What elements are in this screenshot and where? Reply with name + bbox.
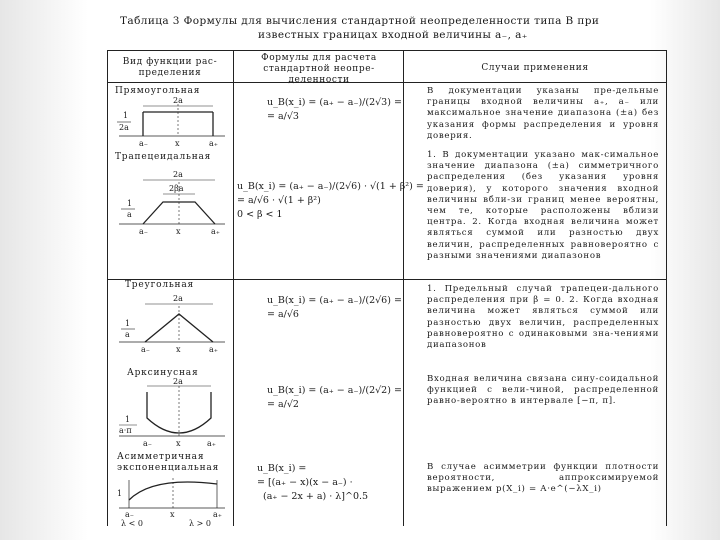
arc-label-2a: 2a bbox=[173, 377, 183, 386]
formula-arcsine: u_B(x_i) = (a₊ − a₋)/(2√2) = = a/√2 bbox=[267, 385, 402, 410]
usage-rectangular: В документации указаны пре-дельные границы входной величины a₊, a₋ или максимальное значение диапазона (±a) без указания формы распределения и уровня доверия. bbox=[427, 86, 659, 141]
rect-label-den: 2a bbox=[119, 123, 129, 132]
trap-label-den: a bbox=[127, 210, 132, 219]
formula-trapezoidal: u_B(x_i) = (a₊ − a₋)/(2√6) · √(1 + β²) = = a/√6 · √(1 + β²) 0 < β < 1 bbox=[237, 181, 424, 220]
table-caption bbox=[120, 14, 640, 42]
rect-label-2a: 2a bbox=[173, 96, 183, 105]
exp-label-x: x bbox=[170, 510, 175, 519]
arc-label-1: 1 bbox=[125, 415, 131, 424]
table-left-border bbox=[107, 50, 108, 526]
table-right-border bbox=[666, 50, 667, 526]
tri-label-a-plus: a₊ bbox=[209, 345, 218, 354]
title-trapezoidal: Трапецеидальная bbox=[115, 152, 212, 162]
tri-label-1: 1 bbox=[125, 319, 131, 328]
arc-label-a-plus: a₊ bbox=[207, 439, 216, 448]
caption-line-1: Таблица 3 Формулы для вычисления стандартной неопределенности типа B при bbox=[120, 15, 600, 27]
formula-table bbox=[107, 50, 667, 526]
rect-label-x: x bbox=[175, 139, 180, 148]
header-applications: Случаи применения bbox=[481, 63, 589, 73]
table-top-border bbox=[107, 50, 667, 51]
trap-label-a-minus: a₋ bbox=[139, 227, 148, 236]
caption-line-2: известных границах входной величины a₋, a₊ bbox=[258, 29, 528, 41]
header-distribution-type: Вид функции рас-пределения bbox=[122, 57, 218, 78]
column-divider-2 bbox=[403, 50, 404, 526]
tri-label-2a: 2a bbox=[173, 294, 183, 303]
exp-label-lambda-neg: λ < 0 bbox=[121, 519, 143, 528]
trap-label-2ba: 2βa bbox=[169, 184, 184, 193]
trap-label-x: x bbox=[176, 227, 181, 236]
arcsine-distribution-sketch bbox=[113, 378, 229, 446]
exp-label-lambda-pos: λ > 0 bbox=[189, 519, 211, 528]
column-divider-1 bbox=[233, 50, 234, 526]
rect-label-a-minus: a₋ bbox=[139, 139, 148, 148]
exp-label-a-plus: a₊ bbox=[213, 510, 222, 519]
trapezoidal-distribution-sketch bbox=[113, 168, 229, 234]
usage-asymmetric-exponential: В случае асимметрии функции плотности вероятности, аппроксимируемой выражением p(X_i) = A·e^(−λX_i) bbox=[427, 462, 659, 495]
formula-asymmetric-exponential: u_B(x_i) = = [(a₊ − x)(x − a₋) · (a₊ − 2x + a) · λ]^0.5 bbox=[257, 463, 369, 502]
title-triangular: Треугольная bbox=[125, 280, 194, 290]
trap-label-1: 1 bbox=[127, 199, 133, 208]
trap-label-a-plus: a₊ bbox=[211, 227, 220, 236]
tri-label-x: x bbox=[176, 345, 181, 354]
header-formulas: Формулы для расчета стандартной неопре-деленности bbox=[261, 53, 377, 85]
formula-rectangular: u_B(x_i) = (a₊ − a₋)/(2√3) = = a/√3 bbox=[267, 97, 402, 122]
title-asymmetric-exponential: Асимметричная экспоненциальная bbox=[117, 452, 220, 473]
title-arcsine: Арксинусная bbox=[127, 368, 199, 378]
arc-label-a-minus: a₋ bbox=[143, 439, 152, 448]
rectangular-distribution-sketch bbox=[113, 96, 229, 146]
exp-label-a-minus: a₋ bbox=[125, 510, 134, 519]
title-rectangular: Прямоугольная bbox=[115, 86, 201, 96]
usage-trapezoidal: 1. В документации указано мак-симальное значение диапазона (±a) симметричного распределения (без указания уровня доверия), у которого значения входной величины вбли-зи границ менее вероятны, чем те, которые расположены вблизи центра. 2. Когда входная величина может являться суммой или разностью двух величин, распределенных равновероятно с разными значениями диапазонов bbox=[427, 150, 659, 261]
exp-label-1: 1 bbox=[117, 489, 123, 498]
left-edge-shadow bbox=[0, 0, 88, 540]
arc-label-den: a·π bbox=[119, 426, 132, 435]
formula-triangular: u_B(x_i) = (a₊ − a₋)/(2√6) = = a/√6 bbox=[267, 295, 402, 320]
usage-arcsine: Входная величина связана сину-соидальной функцией с вели-чиной, распределенной равно-вероятно в интервале [−π, π]. bbox=[427, 374, 659, 407]
tri-label-a-minus: a₋ bbox=[141, 345, 150, 354]
asymmetric-exponential-sketch bbox=[113, 474, 229, 526]
arc-label-x: x bbox=[176, 439, 181, 448]
usage-triangular: 1. Предельный случай трапецеи-дального распределения при β = 0. 2. Когда входная величина может являться суммой или разностью двух величин, распределенных равновероятно с одинаковыми зна-чениями диапазонов bbox=[427, 284, 659, 351]
tri-label-den: a bbox=[125, 330, 130, 339]
rect-label-a-plus: a₊ bbox=[209, 139, 218, 148]
triangular-distribution-sketch bbox=[113, 294, 229, 354]
rect-label-1: 1 bbox=[123, 111, 129, 120]
trap-label-2a: 2a bbox=[173, 170, 183, 179]
